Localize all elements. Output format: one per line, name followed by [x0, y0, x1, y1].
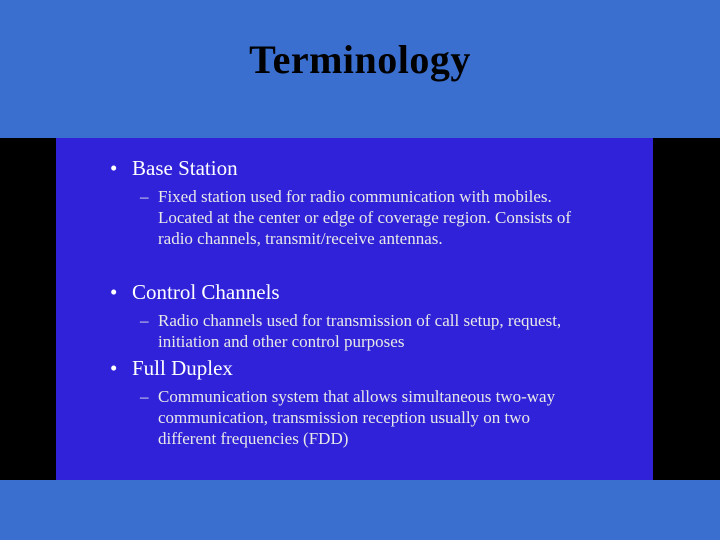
- term-list: [56, 138, 653, 480]
- dash-icon: –: [140, 187, 149, 206]
- definition-control-channels: [140, 310, 580, 354]
- bullet-icon: •: [110, 356, 118, 380]
- term-full-duplex: [110, 356, 510, 382]
- content-panel: [56, 138, 653, 480]
- term-label: Full Duplex: [132, 356, 233, 380]
- definition-base-station: [140, 186, 580, 272]
- bullet-icon: •: [110, 156, 118, 180]
- dash-icon: –: [140, 311, 149, 330]
- term-label: Control Channels: [132, 280, 280, 304]
- definition-text: Communication system that allows simultaneous two-way communication, transmission reception usually on two different frequencies (FDD): [158, 387, 556, 448]
- definition-text: Radio channels used for transmission of call setup, request, initiation and other control purposes: [158, 311, 562, 351]
- term-label: Base Station: [132, 156, 238, 180]
- definition-text: Fixed station used for radio communication with mobiles. Located at the center or edge of coverage region. Consists of radio channels, transmit/receive antennas.: [158, 187, 572, 248]
- dash-icon: –: [140, 387, 149, 406]
- slide-title: Terminology: [249, 37, 471, 82]
- bullet-icon: •: [110, 280, 118, 304]
- term-base-station: [110, 156, 510, 182]
- term-control-channels: [110, 280, 510, 306]
- definition-full-duplex: [140, 386, 580, 452]
